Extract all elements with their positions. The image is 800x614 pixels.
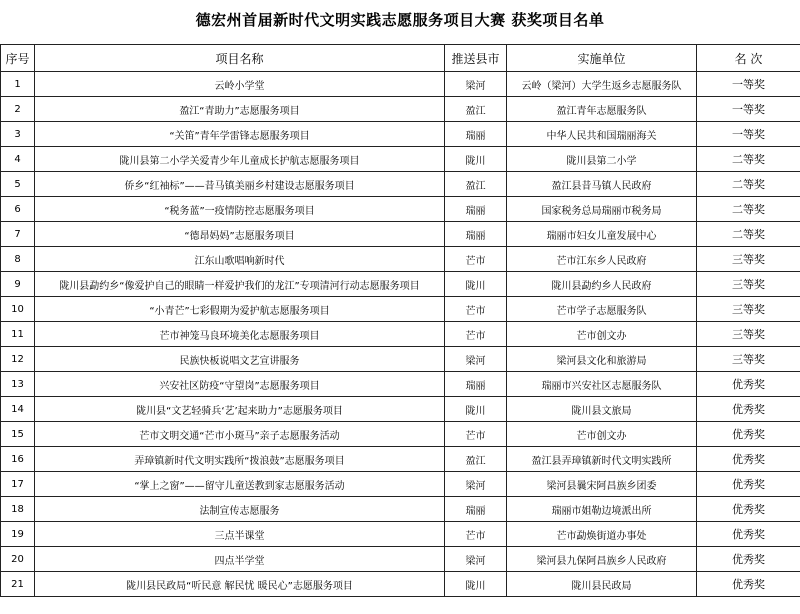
cell-index: 8 — [1, 247, 35, 272]
cell-index: 4 — [1, 147, 35, 172]
cell-organization: 陇川县勐约乡人民政府 — [507, 272, 697, 297]
cell-organization: 梁河县九保阿昌族乡人民政府 — [507, 547, 697, 572]
cell-project-name: 盈江“青助力”志愿服务项目 — [35, 97, 445, 122]
table-row — [1, 347, 800, 372]
cell-project-name: “税务蓝”一疫情防控志愿服务项目 — [35, 197, 445, 222]
cell-county: 陇川 — [445, 272, 507, 297]
table-row — [1, 272, 800, 297]
cell-county: 芒市 — [445, 322, 507, 347]
cell-project-name: 兴安社区防疫“守望岗”志愿服务项目 — [35, 372, 445, 397]
table-row — [1, 572, 800, 597]
cell-county: 芒市 — [445, 247, 507, 272]
cell-rank: 优秀奖 — [697, 397, 800, 422]
cell-index: 5 — [1, 172, 35, 197]
cell-organization: 陇川县民政局 — [507, 572, 697, 597]
cell-rank: 二等奖 — [697, 147, 800, 172]
cell-index: 6 — [1, 197, 35, 222]
cell-organization: 芒市勐焕街道办事处 — [507, 522, 697, 547]
cell-project-name: 陇川县勐约乡“像爱护自己的眼睛一样爱护我们的龙江”专项清河行动志愿服务项目 — [35, 272, 445, 297]
header-rank: 名 次 — [697, 45, 800, 72]
cell-rank: 三等奖 — [697, 347, 800, 372]
table-row — [1, 447, 800, 472]
cell-rank: 二等奖 — [697, 222, 800, 247]
table-row — [1, 197, 800, 222]
cell-rank: 一等奖 — [697, 122, 800, 147]
cell-organization: 芒市学子志愿服务队 — [507, 297, 697, 322]
table-row — [1, 422, 800, 447]
cell-county: 瑞丽 — [445, 372, 507, 397]
cell-project-name: “小青芒”七彩假期为爱护航志愿服务项目 — [35, 297, 445, 322]
cell-rank: 优秀奖 — [697, 572, 800, 597]
table-row — [1, 547, 800, 572]
cell-index: 1 — [1, 72, 35, 97]
cell-project-name: 芒市神笼马良环境美化志愿服务项目 — [35, 322, 445, 347]
cell-county: 芒市 — [445, 297, 507, 322]
table-row — [1, 222, 800, 247]
table-row — [1, 172, 800, 197]
page-title: 德宏州首届新时代文明实践志愿服务项目大赛 获奖项目名单 — [195, 11, 605, 29]
cell-rank: 三等奖 — [697, 297, 800, 322]
cell-county: 陇川 — [445, 572, 507, 597]
cell-index: 11 — [1, 322, 35, 347]
table-row — [1, 322, 800, 347]
cell-rank: 优秀奖 — [697, 547, 800, 572]
cell-index: 10 — [1, 297, 35, 322]
cell-organization: 盈江县昔马镇人民政府 — [507, 172, 697, 197]
cell-county: 梁河 — [445, 72, 507, 97]
cell-index: 2 — [1, 97, 35, 122]
cell-rank: 一等奖 — [697, 97, 800, 122]
table-row — [1, 397, 800, 422]
cell-county: 瑞丽 — [445, 497, 507, 522]
cell-county: 瑞丽 — [445, 122, 507, 147]
cell-project-name: 四点半学堂 — [35, 547, 445, 572]
cell-index: 21 — [1, 572, 35, 597]
cell-index: 14 — [1, 397, 35, 422]
cell-index: 16 — [1, 447, 35, 472]
cell-organization: 陇川县第二小学 — [507, 147, 697, 172]
award-table — [0, 44, 800, 597]
cell-rank: 优秀奖 — [697, 447, 800, 472]
table-row — [1, 472, 800, 497]
cell-index: 3 — [1, 122, 35, 147]
table-row — [1, 72, 800, 97]
cell-organization: 瑞丽市兴安社区志愿服务队 — [507, 372, 697, 397]
cell-county: 盈江 — [445, 172, 507, 197]
header-index: 序号 — [1, 45, 35, 72]
cell-rank: 优秀奖 — [697, 372, 800, 397]
cell-organization: 芒市创文办 — [507, 422, 697, 447]
cell-rank: 优秀奖 — [697, 422, 800, 447]
cell-project-name: “掌上之窗”——留守儿童送教到家志愿服务活动 — [35, 472, 445, 497]
cell-index: 13 — [1, 372, 35, 397]
cell-county: 陇川 — [445, 397, 507, 422]
cell-organization: 盈江青年志愿服务队 — [507, 97, 697, 122]
cell-rank: 优秀奖 — [697, 472, 800, 497]
cell-county: 瑞丽 — [445, 197, 507, 222]
table-header-row — [1, 45, 800, 72]
cell-organization: 陇川县文旅局 — [507, 397, 697, 422]
cell-county: 盈江 — [445, 97, 507, 122]
cell-county: 盈江 — [445, 447, 507, 472]
cell-county: 梁河 — [445, 472, 507, 497]
cell-index: 9 — [1, 272, 35, 297]
cell-project-name: 云岭小学堂 — [35, 72, 445, 97]
header-county: 推送县市 — [445, 45, 507, 72]
cell-project-name: 民族快板说唱文艺宣讲服务 — [35, 347, 445, 372]
cell-county: 芒市 — [445, 422, 507, 447]
cell-index: 18 — [1, 497, 35, 522]
cell-project-name: 三点半课堂 — [35, 522, 445, 547]
cell-project-name: “德昂妈妈”志愿服务项目 — [35, 222, 445, 247]
table-row — [1, 522, 800, 547]
cell-county: 瑞丽 — [445, 222, 507, 247]
cell-project-name: 芒市文明交通“芒市小斑马”亲子志愿服务活动 — [35, 422, 445, 447]
cell-rank: 二等奖 — [697, 197, 800, 222]
cell-organization: 芒市创文办 — [507, 322, 697, 347]
cell-project-name: 陇川县民政局“听民意 解民忧 暖民心”志愿服务项目 — [35, 572, 445, 597]
cell-project-name: 法制宣传志愿服务 — [35, 497, 445, 522]
cell-organization: 芒市江东乡人民政府 — [507, 247, 697, 272]
table-row — [1, 297, 800, 322]
cell-county: 陇川 — [445, 147, 507, 172]
table-row — [1, 97, 800, 122]
cell-rank: 二等奖 — [697, 172, 800, 197]
table-row — [1, 372, 800, 397]
cell-rank: 优秀奖 — [697, 522, 800, 547]
cell-organization: 瑞丽市妇女儿童发展中心 — [507, 222, 697, 247]
cell-rank: 优秀奖 — [697, 497, 800, 522]
cell-project-name: “关笛”青年学雷锋志愿服务项目 — [35, 122, 445, 147]
cell-index: 19 — [1, 522, 35, 547]
cell-organization: 国家税务总局瑞丽市税务局 — [507, 197, 697, 222]
cell-county: 芒市 — [445, 522, 507, 547]
cell-organization: 瑞丽市姐勒边境派出所 — [507, 497, 697, 522]
cell-rank: 三等奖 — [697, 272, 800, 297]
cell-county: 梁河 — [445, 347, 507, 372]
cell-rank: 三等奖 — [697, 247, 800, 272]
header-organization: 实施单位 — [507, 45, 697, 72]
cell-index: 15 — [1, 422, 35, 447]
cell-project-name: 弄璋镇新时代文明实践所“拨浪鼓”志愿服务项目 — [35, 447, 445, 472]
cell-organization: 梁河县文化和旅游局 — [507, 347, 697, 372]
cell-index: 12 — [1, 347, 35, 372]
table-row — [1, 497, 800, 522]
table-body — [1, 72, 800, 597]
cell-organization: 中华人民共和国瑞丽海关 — [507, 122, 697, 147]
cell-project-name: 陇川县第二小学关爱青少年儿童成长护航志愿服务项目 — [35, 147, 445, 172]
cell-organization: 云岭（梁河）大学生返乡志愿服务队 — [507, 72, 697, 97]
cell-project-name: 侨乡“红袖标”——昔马镇美丽乡村建设志愿服务项目 — [35, 172, 445, 197]
table-row — [1, 147, 800, 172]
cell-organization: 盈江县弄璋镇新时代文明实践所 — [507, 447, 697, 472]
cell-rank: 一等奖 — [697, 72, 800, 97]
cell-index: 7 — [1, 222, 35, 247]
header-project-name: 项目名称 — [35, 45, 445, 72]
cell-county: 梁河 — [445, 547, 507, 572]
cell-index: 17 — [1, 472, 35, 497]
cell-project-name: 陇川县“文艺轻骑兵‘艺’起来助力”志愿服务项目 — [35, 397, 445, 422]
table-row — [1, 122, 800, 147]
cell-organization: 梁河县曩宋阿昌族乡团委 — [507, 472, 697, 497]
cell-index: 20 — [1, 547, 35, 572]
table-row — [1, 247, 800, 272]
cell-project-name: 江东山歌唱响新时代 — [35, 247, 445, 272]
cell-rank: 三等奖 — [697, 322, 800, 347]
